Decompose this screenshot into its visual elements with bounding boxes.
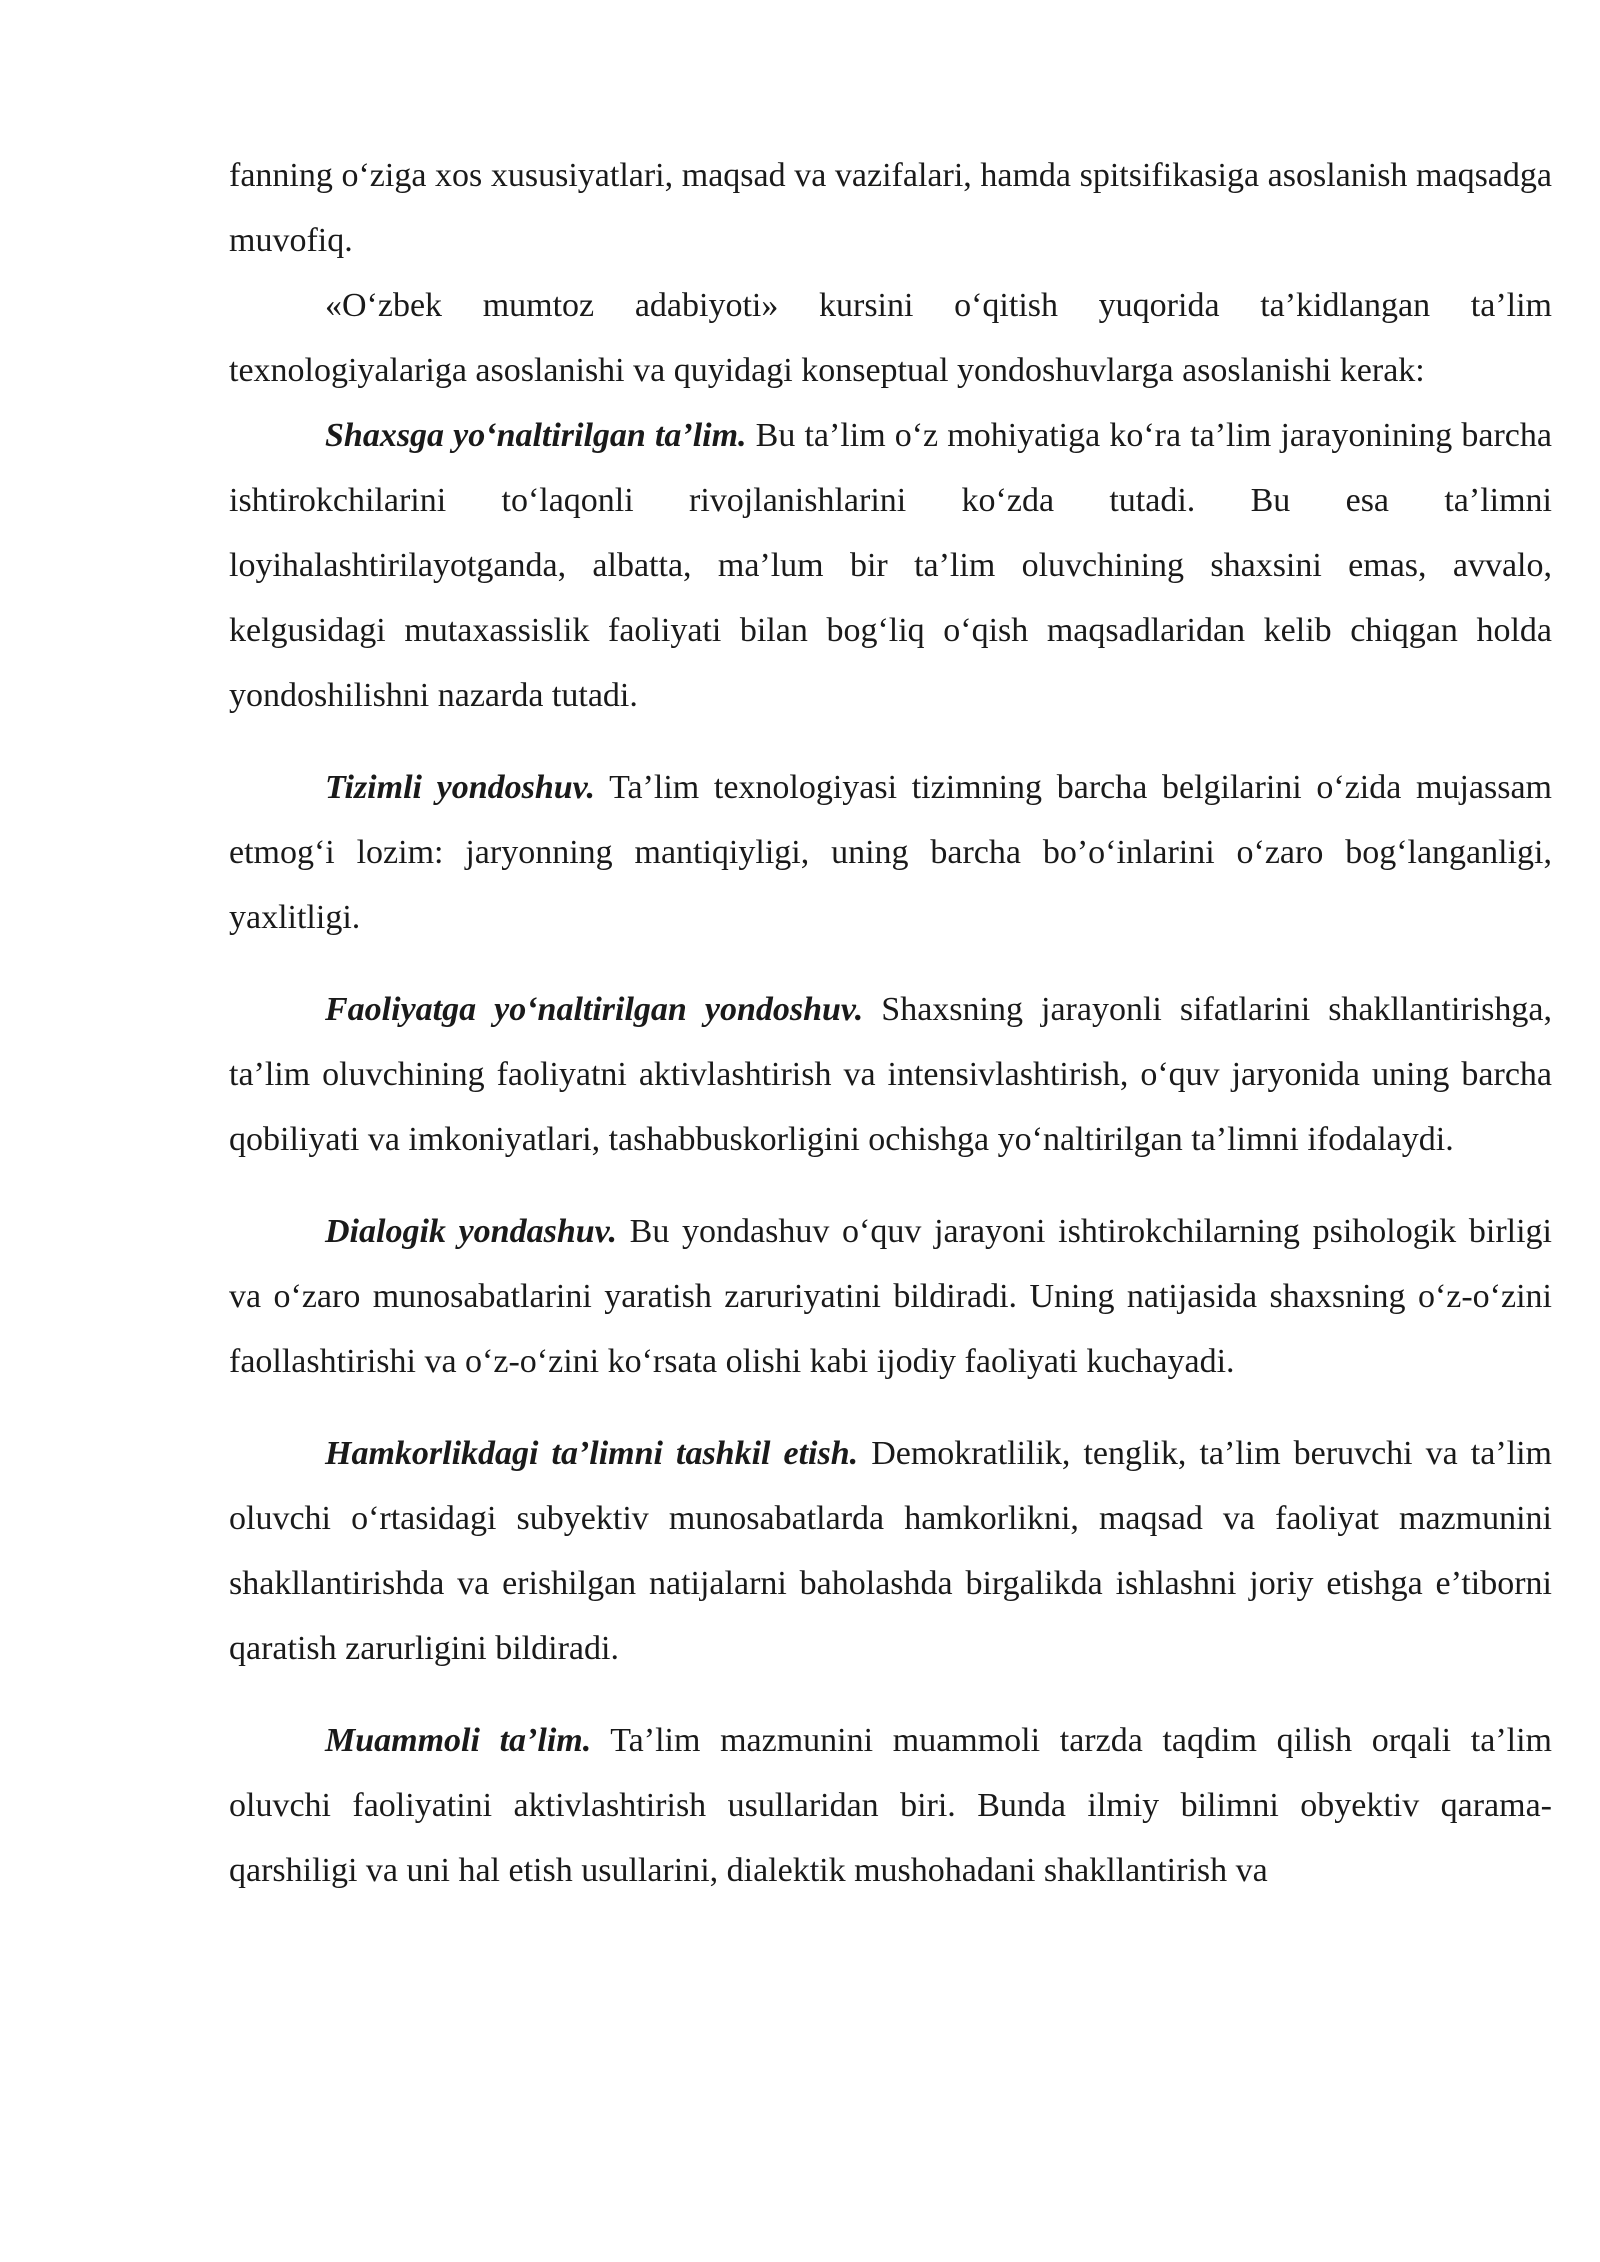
- paragraph-text: fanning o‘ziga xos xususiyatlari, maqsad va vazifalari, hamda spitsifikasiga asoslanish maqsadga muvofiq.: [229, 157, 1552, 259]
- paragraph-intro: [229, 273, 1552, 403]
- paragraph-dialogic-approach: [229, 1199, 1552, 1394]
- paragraph-text: Ta’lim mazmunini muammoli tarzda taqdim qilish orqali ta’lim oluvchi faoliyatini aktivlashtirish usullaridan biri. Bunda ilmiy bilimni obyektiv qarama-qarshiligi va uni hal etish usullarini, dialektik mushohadani shakllantirish va: [229, 1722, 1552, 1889]
- paragraph-text: «O‘zbek mumtoz adabiyoti» kursini o‘qitish yuqorida ta’kidlangan ta’lim texnologiyalariga asoslanishi va quyidagi konseptual yondoshuvlarga asoslanishi kerak:: [229, 287, 1552, 389]
- paragraph-continuation: [229, 143, 1552, 273]
- paragraph-text: Ta’lim texnologiyasi tizimning barcha belgilarini o‘zida mujassam etmog‘i lozim: jaryonning mantiqiyligi, uning barcha bo’o‘inlarini o‘zaro bog‘langanligi, yaxlitligi.: [229, 769, 1552, 936]
- paragraph-term: Shaxsga yo‘naltirilgan ta’lim.: [325, 417, 747, 454]
- paragraph-text: Shaxsning jarayonli sifatlarini shakllantirishga, ta’lim oluvchining faoliyatni aktivlashtirish va intensivlashtirish, o‘quv jaryonida uning barcha qobiliyati va imkoniyatlari, tashabbuskorligini ochishga yo‘naltirilgan ta’limni ifodalaydi.: [229, 991, 1552, 1158]
- paragraph-term: Faoliyatga yo‘naltirilgan yondoshuv.: [325, 991, 864, 1028]
- paragraph-term: Dialogik yondashuv.: [325, 1213, 617, 1250]
- paragraph-activity-approach: [229, 977, 1552, 1172]
- paragraph-term: Tizimli yondoshuv.: [325, 769, 596, 806]
- paragraph-text: Bu yondashuv o‘quv jarayoni ishtirokchilarning psihologik birligi va o‘zaro munosabatlarini yaratish zaruriyatini bildiradi. Uning natijasida shaxsning o‘z-o‘zini faollashtirishi va o‘z-o‘zini ko‘rsata olishi kabi ijodiy faoliyati kuchayadi.: [229, 1213, 1552, 1380]
- paragraph-systemic-approach: [229, 755, 1552, 950]
- paragraph-term: Hamkorlikdagi ta’limni tashkil etish.: [325, 1435, 859, 1472]
- paragraph-personal-oriented-education: [229, 403, 1552, 728]
- paragraph-term: Muammoli ta’lim.: [325, 1722, 592, 1759]
- paragraph-text: Bu ta’lim o‘z mohiyatiga ko‘ra ta’lim jarayonining barcha ishtirokchilarini to‘laqonli rivojlanishlarini ko‘zda tutadi. Bu esa ta’limni loyihalashtirilayotganda, albatta, ma’lum bir ta’lim oluvchining shaxsini emas, avvalo, kelgusidagi mutaxassislik faoliyati bilan bog‘liq o‘qish maqsadlaridan kelib chiqgan holda yondoshilishni nazarda tutadi.: [229, 417, 1552, 714]
- paragraph-text: Demokratlilik, tenglik, ta’lim beruvchi va ta’lim oluvchi o‘rtasidagi subyektiv munosabatlarda hamkorlikni, maqsad va faoliyat mazmunini shakllantirishda va erishilgan natijalarni baholashda birgalikda ishlashni joriy etishga e’tiborni qaratish zarurligini bildiradi.: [229, 1435, 1552, 1667]
- paragraph-problem-based-learning: [229, 1708, 1552, 1903]
- paragraph-cooperative-learning: [229, 1421, 1552, 1681]
- document-page: [229, 143, 1552, 1903]
